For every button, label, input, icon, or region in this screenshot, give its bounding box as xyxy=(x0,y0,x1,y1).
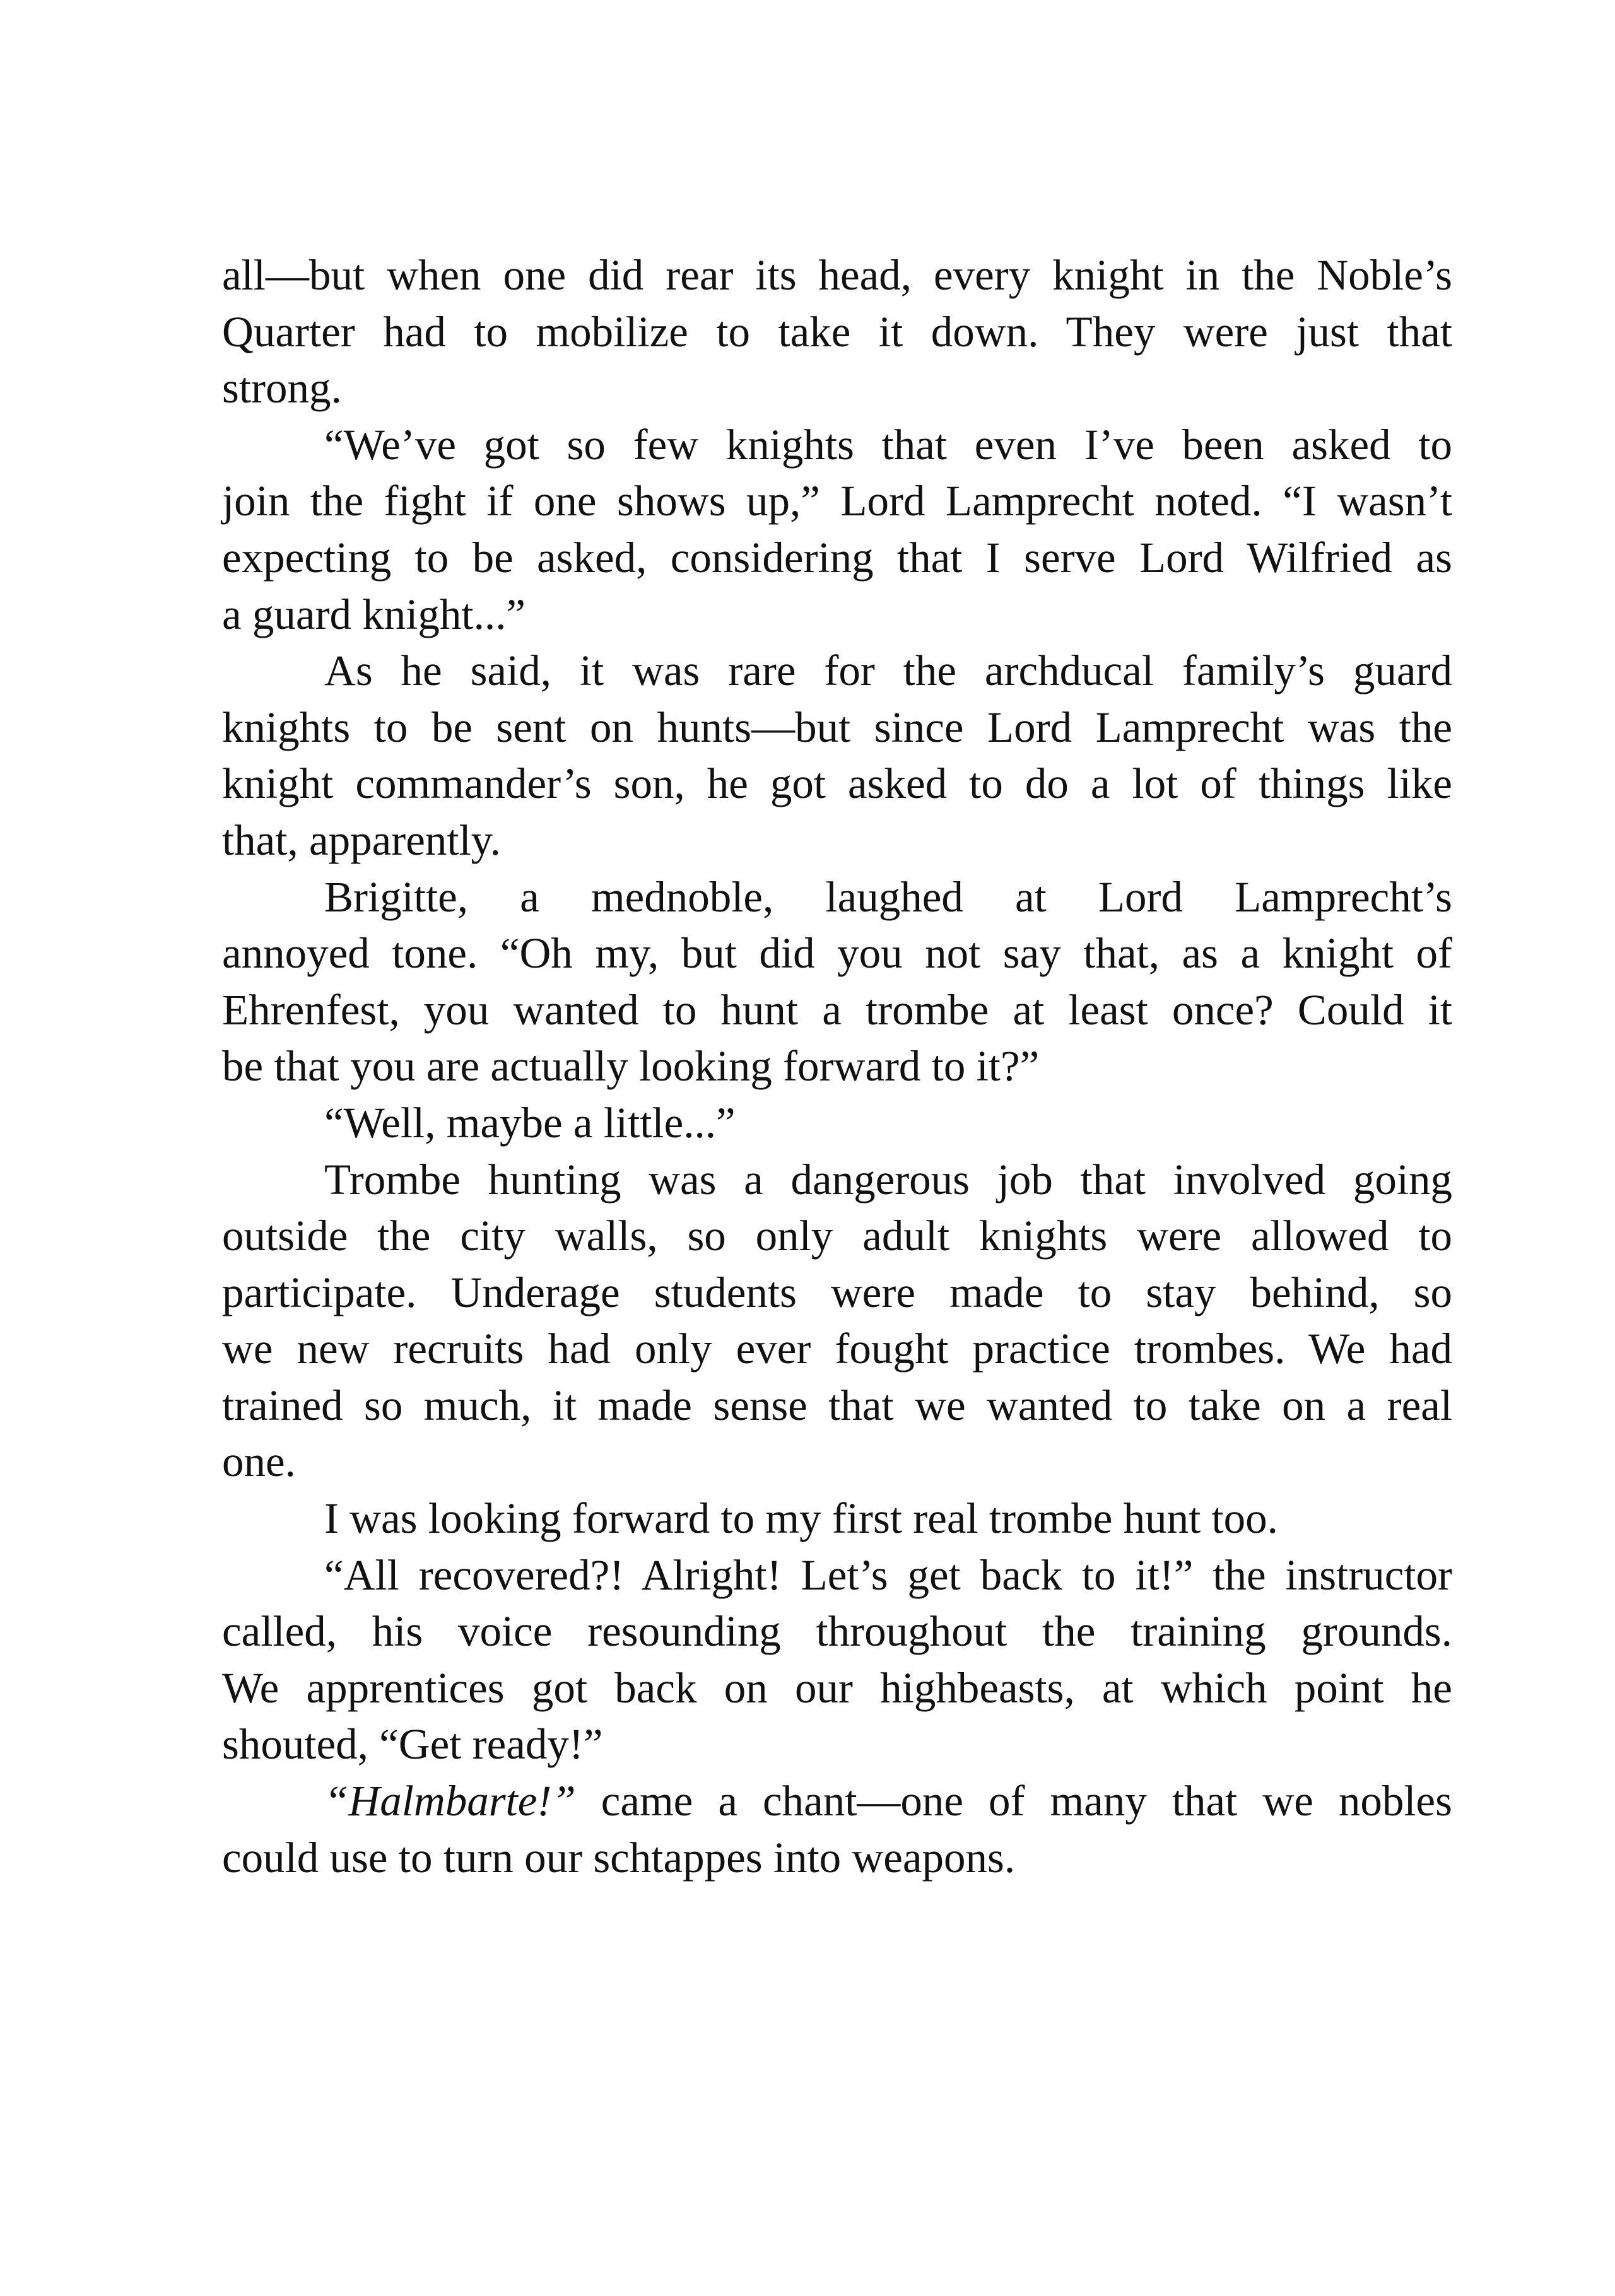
paragraph xyxy=(222,1773,1452,1886)
text-line xyxy=(222,1716,1452,1773)
text-segment: shouted, “Get ready!” xyxy=(222,1720,603,1769)
text-line xyxy=(222,247,1452,304)
text-line xyxy=(222,982,1452,1039)
text-segment: “We’ve got so few knights that even I’ve been asked to xyxy=(324,420,1452,469)
text-segment: join the fight if one shows up,” Lord Lamprecht noted. “I wasn’t xyxy=(222,477,1452,525)
book-page-body xyxy=(222,247,1452,1886)
text-line xyxy=(222,643,1452,700)
text-line xyxy=(222,530,1452,587)
text-segment: all—but when one did rear its head, every knight in the Noble’s xyxy=(222,251,1452,299)
text-line xyxy=(222,1830,1452,1887)
text-segment: could use to turn our schtappes into weapons. xyxy=(222,1833,1016,1882)
text-segment: one. xyxy=(222,1438,296,1486)
text-segment: trained so much, it made sense that we wanted to take on a real xyxy=(222,1381,1452,1429)
text-segment: I was looking forward to my first real trombe hunt too. xyxy=(324,1494,1278,1543)
text-segment: annoyed tone. “Oh my, but did you not say that, as a knight of xyxy=(222,929,1452,978)
text-segment: knights to be sent on hunts—but since Lord Lamprecht was the xyxy=(222,703,1452,751)
text-line xyxy=(222,1152,1452,1209)
text-line xyxy=(222,304,1452,361)
italic-chant: “Halmbarte!” xyxy=(324,1777,576,1825)
text-line xyxy=(222,1321,1452,1378)
text-line xyxy=(222,1491,1452,1547)
paragraph xyxy=(222,1547,1452,1773)
paragraph xyxy=(222,869,1452,1095)
text-segment: Trombe hunting was a dangerous job that involved going xyxy=(324,1155,1452,1204)
text-segment: called, his voice resounding throughout the training grounds. xyxy=(222,1607,1452,1656)
text-segment: outside the city walls, so only adult knights were allowed to xyxy=(222,1212,1452,1260)
text-line xyxy=(222,1265,1452,1321)
text-line xyxy=(222,1095,1452,1152)
text-segment: we new recruits had only ever fought practice trombes. We had xyxy=(222,1325,1452,1373)
text-segment: We apprentices got back on our highbeasts, at which point he xyxy=(222,1663,1452,1712)
text-line xyxy=(222,473,1452,530)
text-segment: strong. xyxy=(222,364,342,413)
text-segment: expecting to be asked, considering that I serve Lord Wilfried as xyxy=(222,533,1452,582)
text-line xyxy=(222,756,1452,812)
text-line xyxy=(222,360,1452,417)
text-segment: Ehrenfest, you wanted to hunt a trombe at least once? Could it xyxy=(222,985,1452,1034)
text-line xyxy=(222,1038,1452,1095)
text-line xyxy=(222,1603,1452,1660)
text-line xyxy=(222,925,1452,982)
text-segment: “Well, maybe a little...” xyxy=(324,1098,736,1147)
text-segment: Quarter had to mobilize to take it down. They were just that xyxy=(222,307,1452,356)
text-line xyxy=(222,812,1452,869)
paragraph xyxy=(222,417,1452,643)
text-segment: Brigitte, a mednoble, laughed at Lord Lamprecht’s xyxy=(324,872,1452,921)
text-line xyxy=(222,1773,1452,1830)
text-line xyxy=(222,869,1452,926)
text-segment: came a chant—one of many that we nobles xyxy=(575,1777,1452,1825)
text-line xyxy=(222,1378,1452,1434)
text-line xyxy=(222,1434,1452,1491)
text-segment: a guard knight...” xyxy=(222,590,526,638)
paragraph xyxy=(222,1095,1452,1152)
text-segment: that, apparently. xyxy=(222,816,501,864)
text-segment: As he said, it was rare for the archducal family’s guard xyxy=(324,647,1452,695)
text-line xyxy=(222,700,1452,756)
paragraph xyxy=(222,1491,1452,1547)
paragraph xyxy=(222,247,1452,417)
text-segment: be that you are actually looking forward to it?” xyxy=(222,1042,1040,1091)
text-line xyxy=(222,1660,1452,1717)
text-line xyxy=(222,417,1452,474)
paragraph xyxy=(222,643,1452,869)
text-segment: “All recovered?! Alright! Let’s get back to it!” the instructor xyxy=(324,1550,1452,1599)
text-line xyxy=(222,587,1452,643)
paragraph xyxy=(222,1152,1452,1491)
text-segment: knight commander’s son, he got asked to do a lot of things like xyxy=(222,759,1452,808)
text-line xyxy=(222,1547,1452,1604)
text-line xyxy=(222,1208,1452,1265)
text-segment: participate. Underage students were made to stay behind, so xyxy=(222,1268,1452,1316)
